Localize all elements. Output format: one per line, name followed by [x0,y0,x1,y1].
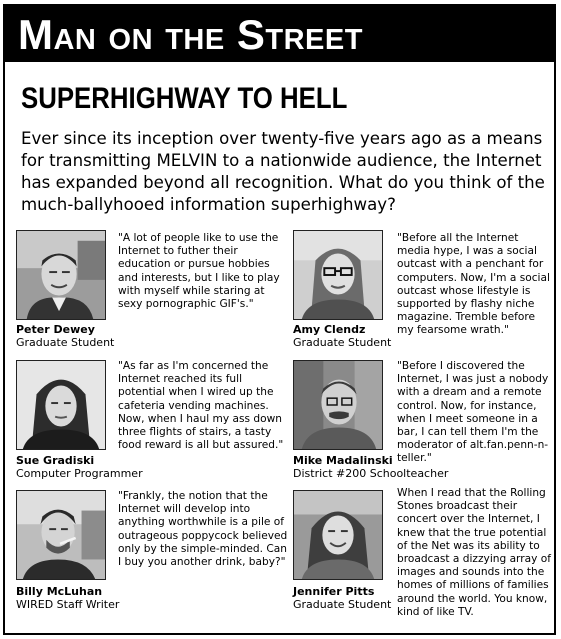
person-name: Billy McLuhan [16,585,103,598]
section-banner [5,6,554,62]
person-quote: "A lot of people like to use the Internet to futher their education or pursue hobbies and interests, but I like to play with myself while staring at sexy pornographic GIF's." [118,232,280,311]
person-name: Amy Clendz [293,323,366,336]
portrait-billy-mcluhan [16,490,106,580]
section-title: Man on the Street [18,11,363,58]
portrait-jennifer-pitts [293,490,383,580]
article-frame [3,4,556,635]
person-name: Peter Dewey [16,323,95,336]
portrait-peter-dewey [16,230,106,320]
person-quote: When I read that the Rolling Stones broadcast their concert over the Internet, I knew that the true potential of the Net was its ability to broadcast a dizzying array of images and sounds into the homes of millions of families around the world. You know, kind of like TV. [397,487,551,618]
person-quote: "Frankly, the notion that the Internet will develop into anything worthwhile is a pile of outrageous poppycock believed only by the simple-minded. Can I buy you another drink, baby?" [118,490,288,569]
person-role: District #200 Schoolteacher [293,467,449,480]
intro-question: Ever since its inception over twenty-five years ago as a means for transmitting MELVIN to a nationwide audience, the Internet has expanded beyond all recognition. What do you think of the much-ballyhooed information superhighway? [21,129,545,214]
person-name: Jennifer Pitts [293,585,375,598]
person-quote: "Before all the Internet media hype, I was a social outcast with a penchant for computers. Now, I'm a social outcast whose lifestyle is supported by flashy niche magazine. Tremble before my fearsome wrath." [397,232,550,337]
person-quote: "Before I discovered the Internet, I was just a nobody with a dream and a remote control. Now, for instance, when I meet someone in a bar, I can tell them I'm the moderator of alt.fan.penn-n-teller." [397,360,549,465]
person-role: WIRED Staff Writer [16,598,120,611]
portrait-amy-clendz [293,230,383,320]
person-quote: "As far as I'm concerned the Internet reached its full potential when I wired up the cafeteria vending machines. Now, when I haul my ass down three flights of stairs, a tasty food reward is all but assured." [118,360,284,452]
headline: SUPERHIGHWAY TO HELL [21,82,348,115]
person-role: Graduate Student [16,336,115,349]
person-name: Sue Gradiski [16,454,95,467]
person-name: Mike Madalinski [293,454,393,467]
person-role: Graduate Student [293,598,392,611]
portrait-mike-madalinski [293,360,383,450]
person-role: Graduate Student [293,336,392,349]
portrait-sue-gradiski [16,360,106,450]
person-role: Computer Programmer [16,467,143,480]
